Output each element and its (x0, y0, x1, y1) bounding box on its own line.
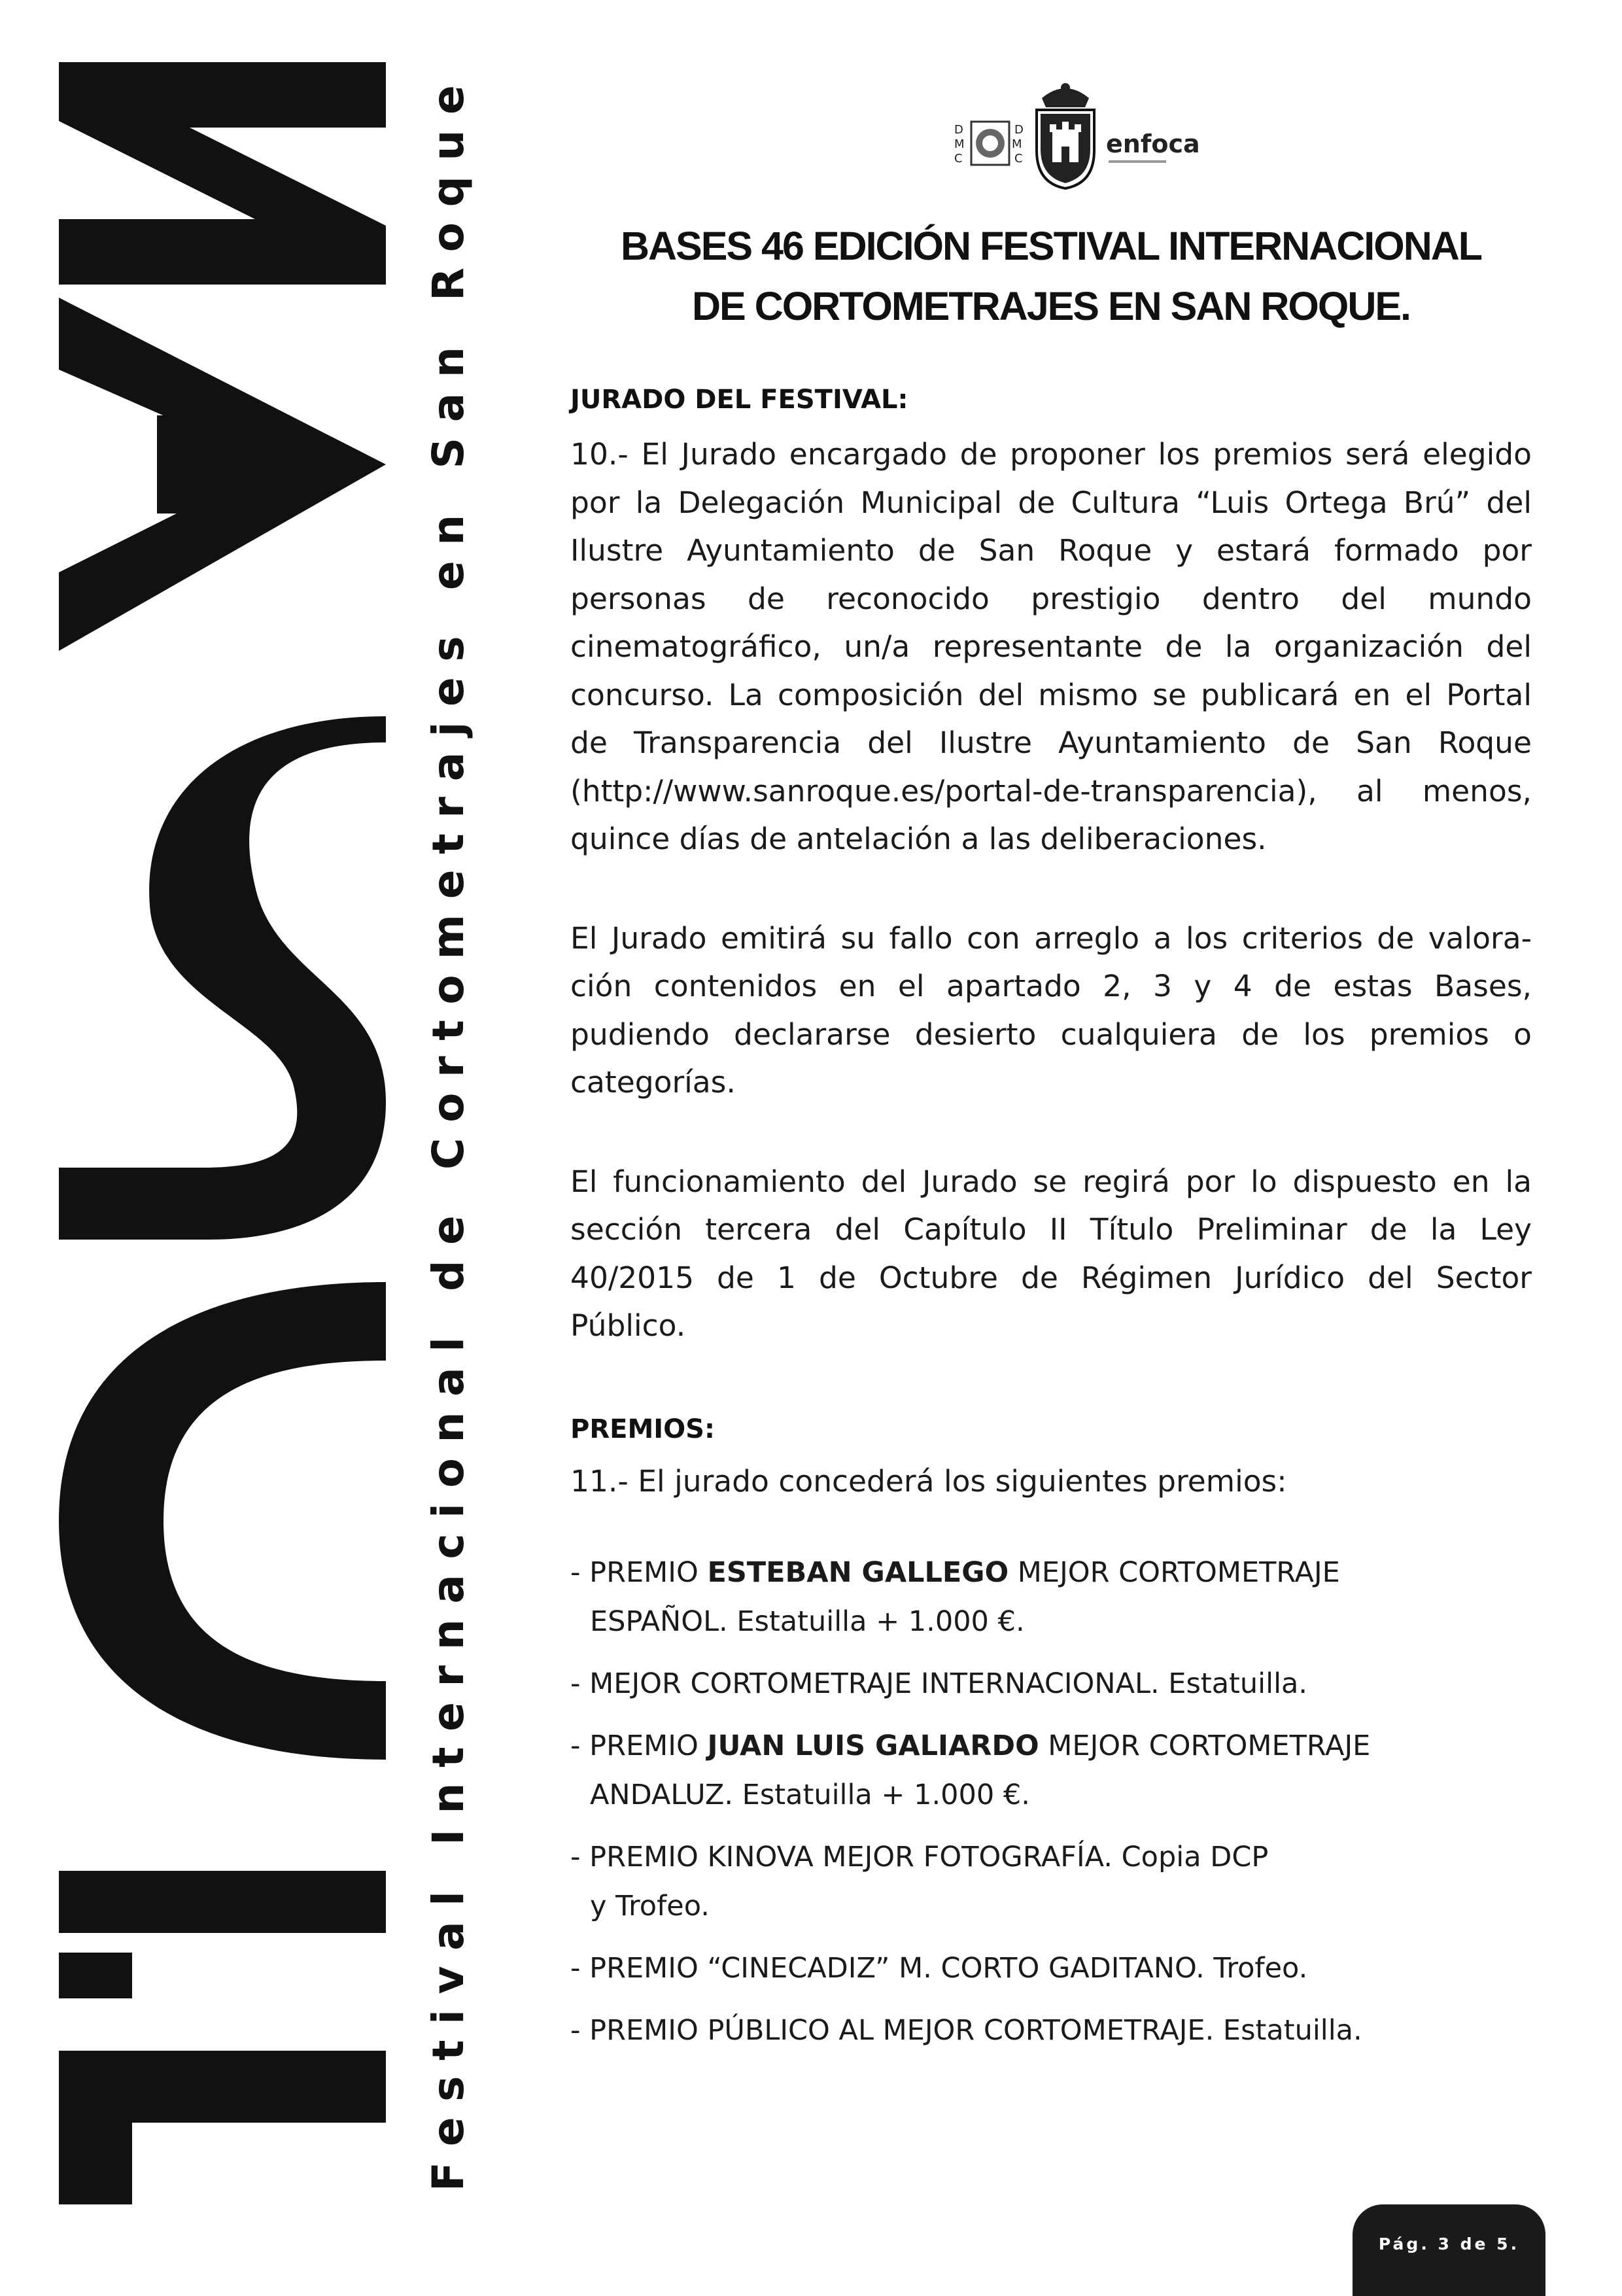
dmc-logo-icon (952, 119, 1029, 167)
tagline-letter: u (423, 130, 474, 161)
tagline-letter: a (423, 1367, 474, 1397)
tagline-letter: e (423, 869, 474, 899)
tagline-letter: n (423, 1619, 474, 1650)
tagline-letter: q (423, 176, 474, 207)
tagline-letter: n (423, 347, 474, 378)
prize-item (570, 1548, 1532, 1646)
prize-sponsor-name: JUAN LUIS GALIARDO (707, 1730, 1039, 1762)
tagline-letter: r (423, 1056, 474, 1077)
prize-text: - PREMIO KINOVA MEJOR FOTOGRAFÍA. Copia DCP (570, 1841, 1269, 1873)
tagline-letter: s (423, 2076, 474, 2102)
jurado-paragraph-2: El Jurado emitirá su fallo con arreglo a los criterios de valora-ción contenidos en el apartado 2, 3 y 4 de estas Bases, pudiendo declararse desierto cualquiera de los premios o categorías. (570, 920, 1532, 1100)
jurado-paragraph-3: El funcionamiento del Jurado se regirá por lo dispuesto en la sección tercera del Capítulo II Título Preliminar de la Ley 40/2015 de 1 de Octubre de Régimen Jurídico del Sector Público. (570, 1164, 1532, 1343)
tagline-letter: a (423, 392, 474, 423)
page-number-tab (1353, 2204, 1545, 2296)
tagline-letter: r (423, 797, 474, 818)
san-roque-crest-icon (1029, 78, 1102, 190)
tagline-letter: e (423, 677, 474, 706)
svg-text:M: M (954, 137, 965, 151)
tagline-letter: i (423, 2009, 474, 2025)
prize-text: - MEJOR CORTOMETRAJE INTERNACIONAL. Estatuilla. (570, 1667, 1308, 1700)
tagline-letter: e (423, 2117, 474, 2147)
tagline-letter: C (423, 1138, 474, 1170)
jurado-heading: JURADO DEL FESTIVAL: (570, 385, 908, 415)
tagline-letter: I (423, 1829, 474, 1845)
tagline-text (423, 85, 474, 2191)
tagline-letter: s (423, 636, 474, 662)
title-line-1: BASES 46 EDICIÓN FESTIVAL INTERNACIONAL (620, 224, 1482, 268)
tagline-letter: c (423, 1533, 474, 1559)
tagline-letter: a (423, 1574, 474, 1604)
prize-text: MEJOR CORTOMETRAJE (1009, 1556, 1340, 1589)
prize-text-continued: ESPAÑOL. Estatuilla + 1.000 €. (590, 1605, 1025, 1638)
tagline-letter (423, 606, 474, 621)
tagline-letter: a (423, 1921, 474, 1951)
tagline-letter: R (423, 268, 474, 301)
jurado-paragraph-1: 10.- El Jurado encargado de proponer los premios será elegido por la Delegación Municipal de Cultura “Luis Ortega Brú” del Ilustre Ayuntamiento de San Roque y estará formado por personas de reconocido prestigio dentro del mundo cinematográfico, un/a representante de la organización del concurso. La composición del mismo se publicará en el Portal de Transparencia del Ilustre Ayuntamiento de San Roque (http://www.sanroque.es/portal-de-transparencia), al menos, quince días de antelación a las deliberaciones. (570, 437, 1532, 856)
tagline-letter (423, 1860, 474, 1875)
page-number: Pág. 3 de 5. (1378, 2234, 1520, 2253)
tagline-letter: i (423, 1503, 474, 1518)
header-logos (952, 78, 1200, 190)
tagline-letter: t (423, 2040, 474, 2061)
svg-text:M: M (1012, 137, 1022, 151)
tagline-letter: o (423, 1092, 474, 1122)
prize-text-continued: ANDALUZ. Estatuilla + 1.000 €. (590, 1779, 1030, 1811)
prize-text: - PREMIO PÚBLICO AL MEJOR CORTOMETRAJE. Estatuilla. (570, 2014, 1362, 2047)
tagline-letter (423, 484, 474, 499)
tagline-letter: l (423, 1891, 474, 1906)
document-body (570, 216, 1532, 2068)
prize-item (570, 1944, 1532, 1993)
tagline-letter: n (423, 514, 474, 546)
ficsan-logo-icon (59, 62, 386, 2208)
tagline-letter: o (423, 975, 474, 1005)
tagline-letter: r (423, 1665, 474, 1687)
tagline-letter: v (423, 1966, 474, 1994)
prize-list (570, 1548, 1532, 2055)
prize-text: - PREMIO (570, 1730, 708, 1762)
prize-item (570, 1660, 1532, 1709)
tagline-letter: e (423, 85, 474, 114)
premios-heading: PREMIOS: (570, 1414, 715, 1444)
tagline-letter: t (423, 1747, 474, 1768)
tagline-letter: n (423, 1412, 474, 1443)
enfoca-logo-underline (1109, 160, 1166, 163)
prize-item (570, 2006, 1532, 2055)
svg-text:D: D (1014, 123, 1024, 137)
document-title (570, 216, 1532, 336)
tagline-letter: o (423, 222, 474, 252)
prize-text-continued: y Trofeo. (590, 1890, 710, 1922)
tagline-letter: d (423, 1260, 474, 1291)
svg-text:D: D (954, 123, 963, 137)
tagline-letter: e (423, 1215, 474, 1245)
svg-text:C: C (954, 152, 963, 165)
tagline-letter: a (423, 752, 474, 782)
prize-text: - PREMIO (570, 1556, 708, 1589)
tagline-letter: l (423, 1337, 474, 1352)
tagline-letter: m (423, 914, 474, 960)
tagline-letter (423, 317, 474, 332)
vertical-tagline (406, 85, 491, 2191)
tagline-letter: o (423, 1458, 474, 1488)
prize-sponsor-name: ESTEBAN GALLEGO (707, 1556, 1009, 1589)
prize-text: MEJOR CORTOMETRAJE (1039, 1730, 1371, 1762)
tagline-letter: e (423, 561, 474, 591)
prize-item (570, 1722, 1532, 1820)
tagline-letter: n (423, 1783, 474, 1814)
premios-intro: 11.- El jurado concederá los siguientes premios: (570, 1463, 1287, 1499)
svg-text:C: C (1014, 152, 1023, 165)
tagline-letter: F (423, 2161, 474, 2191)
tagline-letter: e (423, 1702, 474, 1731)
enfoca-logo: enfoca (1106, 130, 1200, 158)
tagline-letter: t (423, 1020, 474, 1041)
tagline-letter: S (423, 437, 474, 469)
tagline-letter: j (423, 722, 474, 737)
ficsan-vertical-logo (59, 62, 386, 2208)
tagline-letter (423, 1306, 474, 1321)
title-line-2: DE CORTOMETRAJES EN SAN ROQUE. (691, 284, 1411, 328)
prize-text: - PREMIO “CINECADIZ” M. CORTO GADITANO. Trofeo. (570, 1952, 1308, 1985)
prize-item (570, 1833, 1532, 1931)
tagline-letter (423, 1185, 474, 1200)
tagline-letter: t (423, 833, 474, 854)
